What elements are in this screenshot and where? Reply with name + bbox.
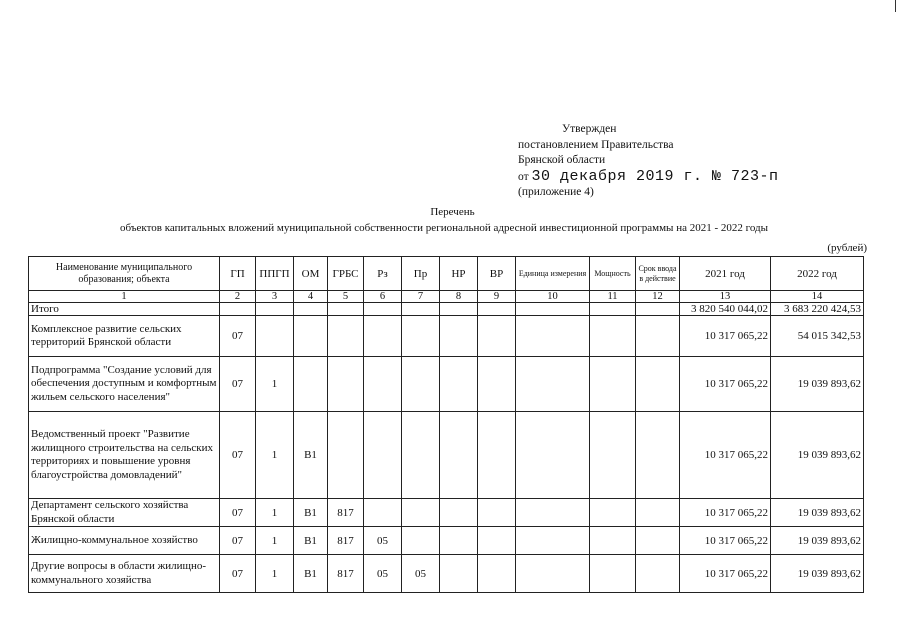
document-title: Перечень	[430, 206, 475, 218]
code-um-cell	[516, 303, 590, 316]
code-om-cell	[294, 303, 328, 316]
code-pr-cell	[402, 316, 440, 357]
header-deadline: Срок ввода в действие	[636, 257, 680, 291]
code-cap-cell	[590, 357, 636, 412]
code-dl-cell	[636, 316, 680, 357]
column-number: 8	[440, 291, 478, 303]
amount-y2021-cell: 10 317 065,22	[680, 555, 771, 593]
approval-line-appendix: (приложение 4)	[518, 186, 594, 198]
code-ppgp-cell: 1	[256, 499, 294, 527]
amount-y2022-cell: 54 015 342,53	[771, 316, 864, 357]
code-um-cell	[516, 316, 590, 357]
row-name-cell: Ведомственный проект "Развитие жилищного строительства на сельских территориях и повышение уровня благоустройства домовладений"	[29, 412, 220, 499]
amount-y2021-cell: 10 317 065,22	[680, 316, 771, 357]
code-nr-cell	[440, 303, 478, 316]
header-grbs: ГРБС	[328, 257, 364, 291]
code-dl-cell	[636, 357, 680, 412]
table-row	[29, 357, 864, 412]
code-nr-cell	[440, 527, 478, 555]
code-rz-cell: 05	[364, 527, 402, 555]
code-gp-cell: 07	[220, 316, 256, 357]
approval-block	[518, 122, 779, 201]
amount-y2021-cell: 3 820 540 044,02	[680, 303, 771, 316]
column-number: 7	[402, 291, 440, 303]
header-unit-measure: Единица измерения	[516, 257, 590, 291]
amount-y2022-cell: 19 039 893,62	[771, 412, 864, 499]
code-pr-cell: 05	[402, 555, 440, 593]
code-pr-cell	[402, 527, 440, 555]
column-number: 1	[29, 291, 220, 303]
code-rz-cell	[364, 412, 402, 499]
header-capacity: Мощность	[590, 257, 636, 291]
code-ppgp-cell: 1	[256, 555, 294, 593]
table-row	[29, 412, 864, 499]
code-rz-cell	[364, 499, 402, 527]
code-um-cell	[516, 357, 590, 412]
code-dl-cell	[636, 527, 680, 555]
header-rz: Рз	[364, 257, 402, 291]
code-ppgp-cell: 1	[256, 357, 294, 412]
code-rz-cell	[364, 303, 402, 316]
row-name-cell: Комплексное развитие сельских территорий Брянской области	[29, 316, 220, 357]
code-om-cell: В1	[294, 499, 328, 527]
code-pr-cell	[402, 412, 440, 499]
code-grbs-cell	[328, 316, 364, 357]
amount-y2022-cell: 19 039 893,62	[771, 527, 864, 555]
code-grbs-cell	[328, 303, 364, 316]
code-rz-cell	[364, 316, 402, 357]
code-nr-cell	[440, 499, 478, 527]
code-vr-cell	[478, 316, 516, 357]
approval-line-region: Брянской области	[518, 154, 606, 166]
column-number-row	[29, 291, 864, 303]
amount-y2021-cell: 10 317 065,22	[680, 499, 771, 527]
code-cap-cell	[590, 412, 636, 499]
header-ppgp: ППГП	[256, 257, 294, 291]
code-om-cell: В1	[294, 555, 328, 593]
column-number: 2	[220, 291, 256, 303]
code-cap-cell	[590, 303, 636, 316]
code-grbs-cell: 817	[328, 527, 364, 555]
code-ppgp-cell	[256, 316, 294, 357]
code-cap-cell	[590, 499, 636, 527]
code-vr-cell	[478, 303, 516, 316]
code-grbs-cell	[328, 357, 364, 412]
row-name-cell: Итого	[29, 303, 220, 316]
header-vr: ВР	[478, 257, 516, 291]
amount-y2021-cell: 10 317 065,22	[680, 357, 771, 412]
header-2021: 2021 год	[680, 257, 771, 291]
header-nr: НР	[440, 257, 478, 291]
code-nr-cell	[440, 357, 478, 412]
code-gp-cell	[220, 303, 256, 316]
table-row	[29, 555, 864, 593]
header-2022: 2022 год	[771, 257, 864, 291]
code-om-cell	[294, 357, 328, 412]
amount-y2021-cell: 10 317 065,22	[680, 412, 771, 499]
code-pr-cell	[402, 357, 440, 412]
code-cap-cell	[590, 555, 636, 593]
code-vr-cell	[478, 499, 516, 527]
code-gp-cell: 07	[220, 555, 256, 593]
column-number: 14	[771, 291, 864, 303]
row-name-cell: Департамент сельского хозяйства Брянской области	[29, 499, 220, 527]
header-gp: ГП	[220, 257, 256, 291]
code-um-cell	[516, 555, 590, 593]
column-number: 12	[636, 291, 680, 303]
code-vr-cell	[478, 527, 516, 555]
approval-date-value: 30 декабря 2019 г. № 723-п	[531, 167, 779, 185]
amount-y2022-cell: 3 683 220 424,53	[771, 303, 864, 316]
table-header-row	[29, 257, 864, 291]
table-row	[29, 316, 864, 357]
code-om-cell: В1	[294, 527, 328, 555]
code-nr-cell	[440, 412, 478, 499]
column-number: 9	[478, 291, 516, 303]
code-ppgp-cell: 1	[256, 412, 294, 499]
code-rz-cell: 05	[364, 555, 402, 593]
column-number: 13	[680, 291, 771, 303]
code-nr-cell	[440, 555, 478, 593]
code-um-cell	[516, 499, 590, 527]
amount-y2022-cell: 19 039 893,62	[771, 555, 864, 593]
code-grbs-cell: 817	[328, 499, 364, 527]
code-um-cell	[516, 527, 590, 555]
column-number: 5	[328, 291, 364, 303]
code-gp-cell: 07	[220, 499, 256, 527]
code-ppgp-cell	[256, 303, 294, 316]
code-vr-cell	[478, 555, 516, 593]
row-name-cell: Другие вопросы в области жилищно-коммунального хозяйства	[29, 555, 220, 593]
code-vr-cell	[478, 357, 516, 412]
code-cap-cell	[590, 316, 636, 357]
code-gp-cell: 07	[220, 412, 256, 499]
column-number: 3	[256, 291, 294, 303]
code-dl-cell	[636, 499, 680, 527]
code-dl-cell	[636, 412, 680, 499]
code-om-cell	[294, 316, 328, 357]
table-row	[29, 303, 864, 316]
code-pr-cell	[402, 303, 440, 316]
code-rz-cell	[364, 357, 402, 412]
code-dl-cell	[636, 303, 680, 316]
column-number: 4	[294, 291, 328, 303]
code-pr-cell	[402, 499, 440, 527]
table-row	[29, 527, 864, 555]
approval-line-approved: Утвержден	[562, 123, 617, 135]
code-grbs-cell: 817	[328, 555, 364, 593]
code-gp-cell: 07	[220, 357, 256, 412]
header-pr: Пр	[402, 257, 440, 291]
code-om-cell: В1	[294, 412, 328, 499]
scan-edge-mark	[895, 0, 896, 12]
code-dl-cell	[636, 555, 680, 593]
column-number: 10	[516, 291, 590, 303]
document-subtitle: объектов капитальных вложений муниципальной собственности региональной адресной инвестиционной программы на 2021 - 2022 годы	[120, 222, 769, 234]
code-nr-cell	[440, 316, 478, 357]
column-number: 6	[364, 291, 402, 303]
amount-y2022-cell: 19 039 893,62	[771, 357, 864, 412]
code-grbs-cell	[328, 412, 364, 499]
approval-line-date	[518, 169, 779, 186]
amount-y2021-cell: 10 317 065,22	[680, 527, 771, 555]
code-cap-cell	[590, 527, 636, 555]
investment-objects-table	[28, 256, 864, 593]
header-om: ОМ	[294, 257, 328, 291]
amount-y2022-cell: 19 039 893,62	[771, 499, 864, 527]
column-number: 11	[590, 291, 636, 303]
header-name: Наименование муниципального образования; объекта	[29, 257, 220, 291]
row-name-cell: Жилищно-коммунальное хозяйство	[29, 527, 220, 555]
row-name-cell: Подпрограмма "Создание условий для обеспечения доступным и комфортным жильем сельского населения"	[29, 357, 220, 412]
currency-unit-label: (рублей)	[827, 242, 867, 254]
table-row	[29, 499, 864, 527]
approval-date-prefix: от	[518, 170, 529, 183]
approval-line-resolution: постановлением Правительства	[518, 138, 674, 151]
code-um-cell	[516, 412, 590, 499]
code-gp-cell: 07	[220, 527, 256, 555]
code-vr-cell	[478, 412, 516, 499]
code-ppgp-cell: 1	[256, 527, 294, 555]
